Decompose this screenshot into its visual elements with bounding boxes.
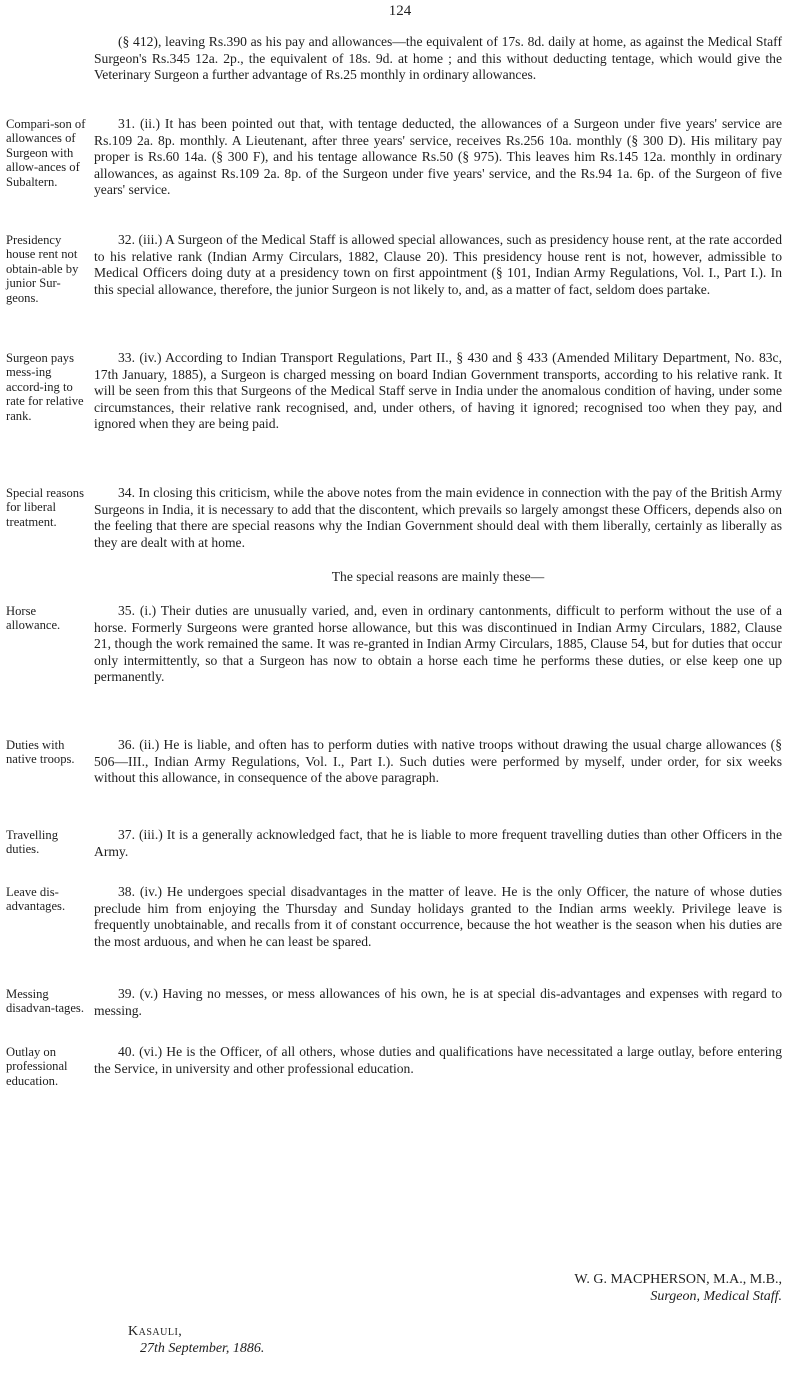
margin-note: Surgeon pays mess-ing accord-ing to rate for relative rank. <box>6 351 84 423</box>
letter-date: 27th September, 1886. <box>140 1341 265 1356</box>
paragraph: 35. (i.) Their duties are unusually varied, and, even in ordinary cantonments, difficult to perform without the use of a horse. Formerly Surgeons were granted horse allowance, but this was discontinued in Indian Army Circulars, 1882, Clause 21, though the work remained the same. It was re-granted in Indian Army Circulars, 1885, Clause 54, but for duties that occur only intermittently, so that a Surgeon has now to obtain a horse each time he performs these duties, or else keep one up permanently. <box>94 603 782 685</box>
margin-note: Messing disadvan-tages. <box>6 987 84 1016</box>
margin-note: Outlay on professional education. <box>6 1045 68 1088</box>
margin-note: Leave dis-advantages. <box>6 885 66 914</box>
margin-note: Horse allowance. <box>6 604 61 633</box>
paragraph: 34. In closing this criticism, while the above notes from the main evidence in connection with the pay of the British Army Surgeons in India, it is necessary to add that the discontent, which prevails so largely amongst these Officers, depends also on the feeling that there are special reasons why the Indian Government should deal with them liberally, certainly as liberally as they are dealt with at home. <box>94 485 782 550</box>
margin-note: Presidency house rent not obtain-able by junior Sur-geons. <box>6 233 79 305</box>
paragraph: 33. (iv.) According to Indian Transport Regulations, Part II., § 430 and § 433 (Amended Military Department, No. 83c, 17th January, 1885), a Surgeon is charged messing on board Indian Government transports, according to his relative rank. It will be seen from this that Surgeons of the Medical Staff serve in India under the anomalous condition of having, under some circumstances, their relative rank recognised, and, under others, of having it ignored; recognised too when they pay, and ignored when they are being paid. <box>94 350 782 432</box>
signature-role: Surgeon, Medical Staff. <box>650 1289 782 1304</box>
paragraph: 32. (iii.) A Surgeon of the Medical Staff is allowed special allowances, such as presidency house rent, at the rate accorded to his relative rank (Indian Army Circulars, 1882, Clause 20). This presidency house rent is not, however, admissible to Medical Officers doing duty at a presidency town on first appointment (§ 101, Indian Army Regulations, Vol. I., Part I.). In this special allowance, therefore, the junior Surgeon is not likely to, and, as a matter of fact, seldom does partake. <box>94 232 782 297</box>
margin-note: Compari-son of allowances of Surgeon with allow-ances of Subaltern. <box>6 117 86 189</box>
paragraph: 38. (iv.) He undergoes special disadvantages in the matter of leave. He is the only Officer, the nature of whose duties preclude him from enjoying the Thursday and Sunday holidays granted to the Indian arms weekly. Privilege leave is frequently unobtainable, and recalls from it of constant occurrence, because the hot weather is the season when his duties are the most arduous, and when he can least be spared. <box>94 884 782 949</box>
margin-note: Duties with native troops. <box>6 738 75 767</box>
paragraph: 37. (iii.) It is a generally acknowledged fact, that he is liable to more frequent travelling duties than other Officers in the Army. <box>94 827 782 859</box>
place-name: Kasauli, <box>128 1324 183 1339</box>
paragraph: 39. (v.) Having no messes, or mess allowances of his own, he is at special dis-advantages and expenses with regard to messing. <box>94 986 782 1018</box>
signature-block <box>505 1271 782 1305</box>
paragraph: 40. (vi.) He is the Officer, of all others, whose duties and qualifications have necessitated a large outlay, before entering the Service, in university and other professional education. <box>94 1044 782 1076</box>
paragraph: 36. (ii.) He is liable, and often has to perform duties with native troops without drawing the usual charge allowances (§ 506—III., Indian Army Regulations, Vol. I., Part I.). Such duties were performed by myself, under order, for six weeks without this allowance, in consequence of the above paragraph. <box>94 737 782 786</box>
margin-note: Special reasons for liberal treatment. <box>6 486 84 529</box>
subheading: The special reasons are mainly these— <box>331 569 545 584</box>
signature-name: W. G. MACPHERSON, M.A., M.B., <box>574 1272 782 1287</box>
page-number: 124 <box>388 3 412 19</box>
intro-paragraph: (§ 412), leaving Rs.390 as his pay and allowances—the equivalent of 17s. 8d. daily at home, as against the Medical Staff Surgeon's Rs.345 12a. 2p., the equivalent of 18s. 9d. at home ; and this without deducting tentage, which would give the Veterinary Surgeon a further advantage of Rs.25 monthly in ordinary allowances. <box>94 34 782 83</box>
place-date-block <box>128 1323 264 1357</box>
paragraph: 31. (ii.) It has been pointed out that, with tentage deducted, the allowances of a Surgeon under five years' service are Rs.109 2a. 8p. monthly. A Lieutenant, after three years' service, receives Rs.256 10a. monthly (§ 300 D). His military pay proper is Rs.60 14a. (§ 300 F), and his tentage allowance Rs.50 (§ 975). This leaves him Rs.145 12a. monthly in ordinary allowances, as against Rs.109 2a. 8p. of the Surgeon under five years' service, and the Rs.94 1a. 6p. of the Surgeon of five years' service. <box>94 116 782 198</box>
margin-note: Travelling duties. <box>6 828 59 857</box>
